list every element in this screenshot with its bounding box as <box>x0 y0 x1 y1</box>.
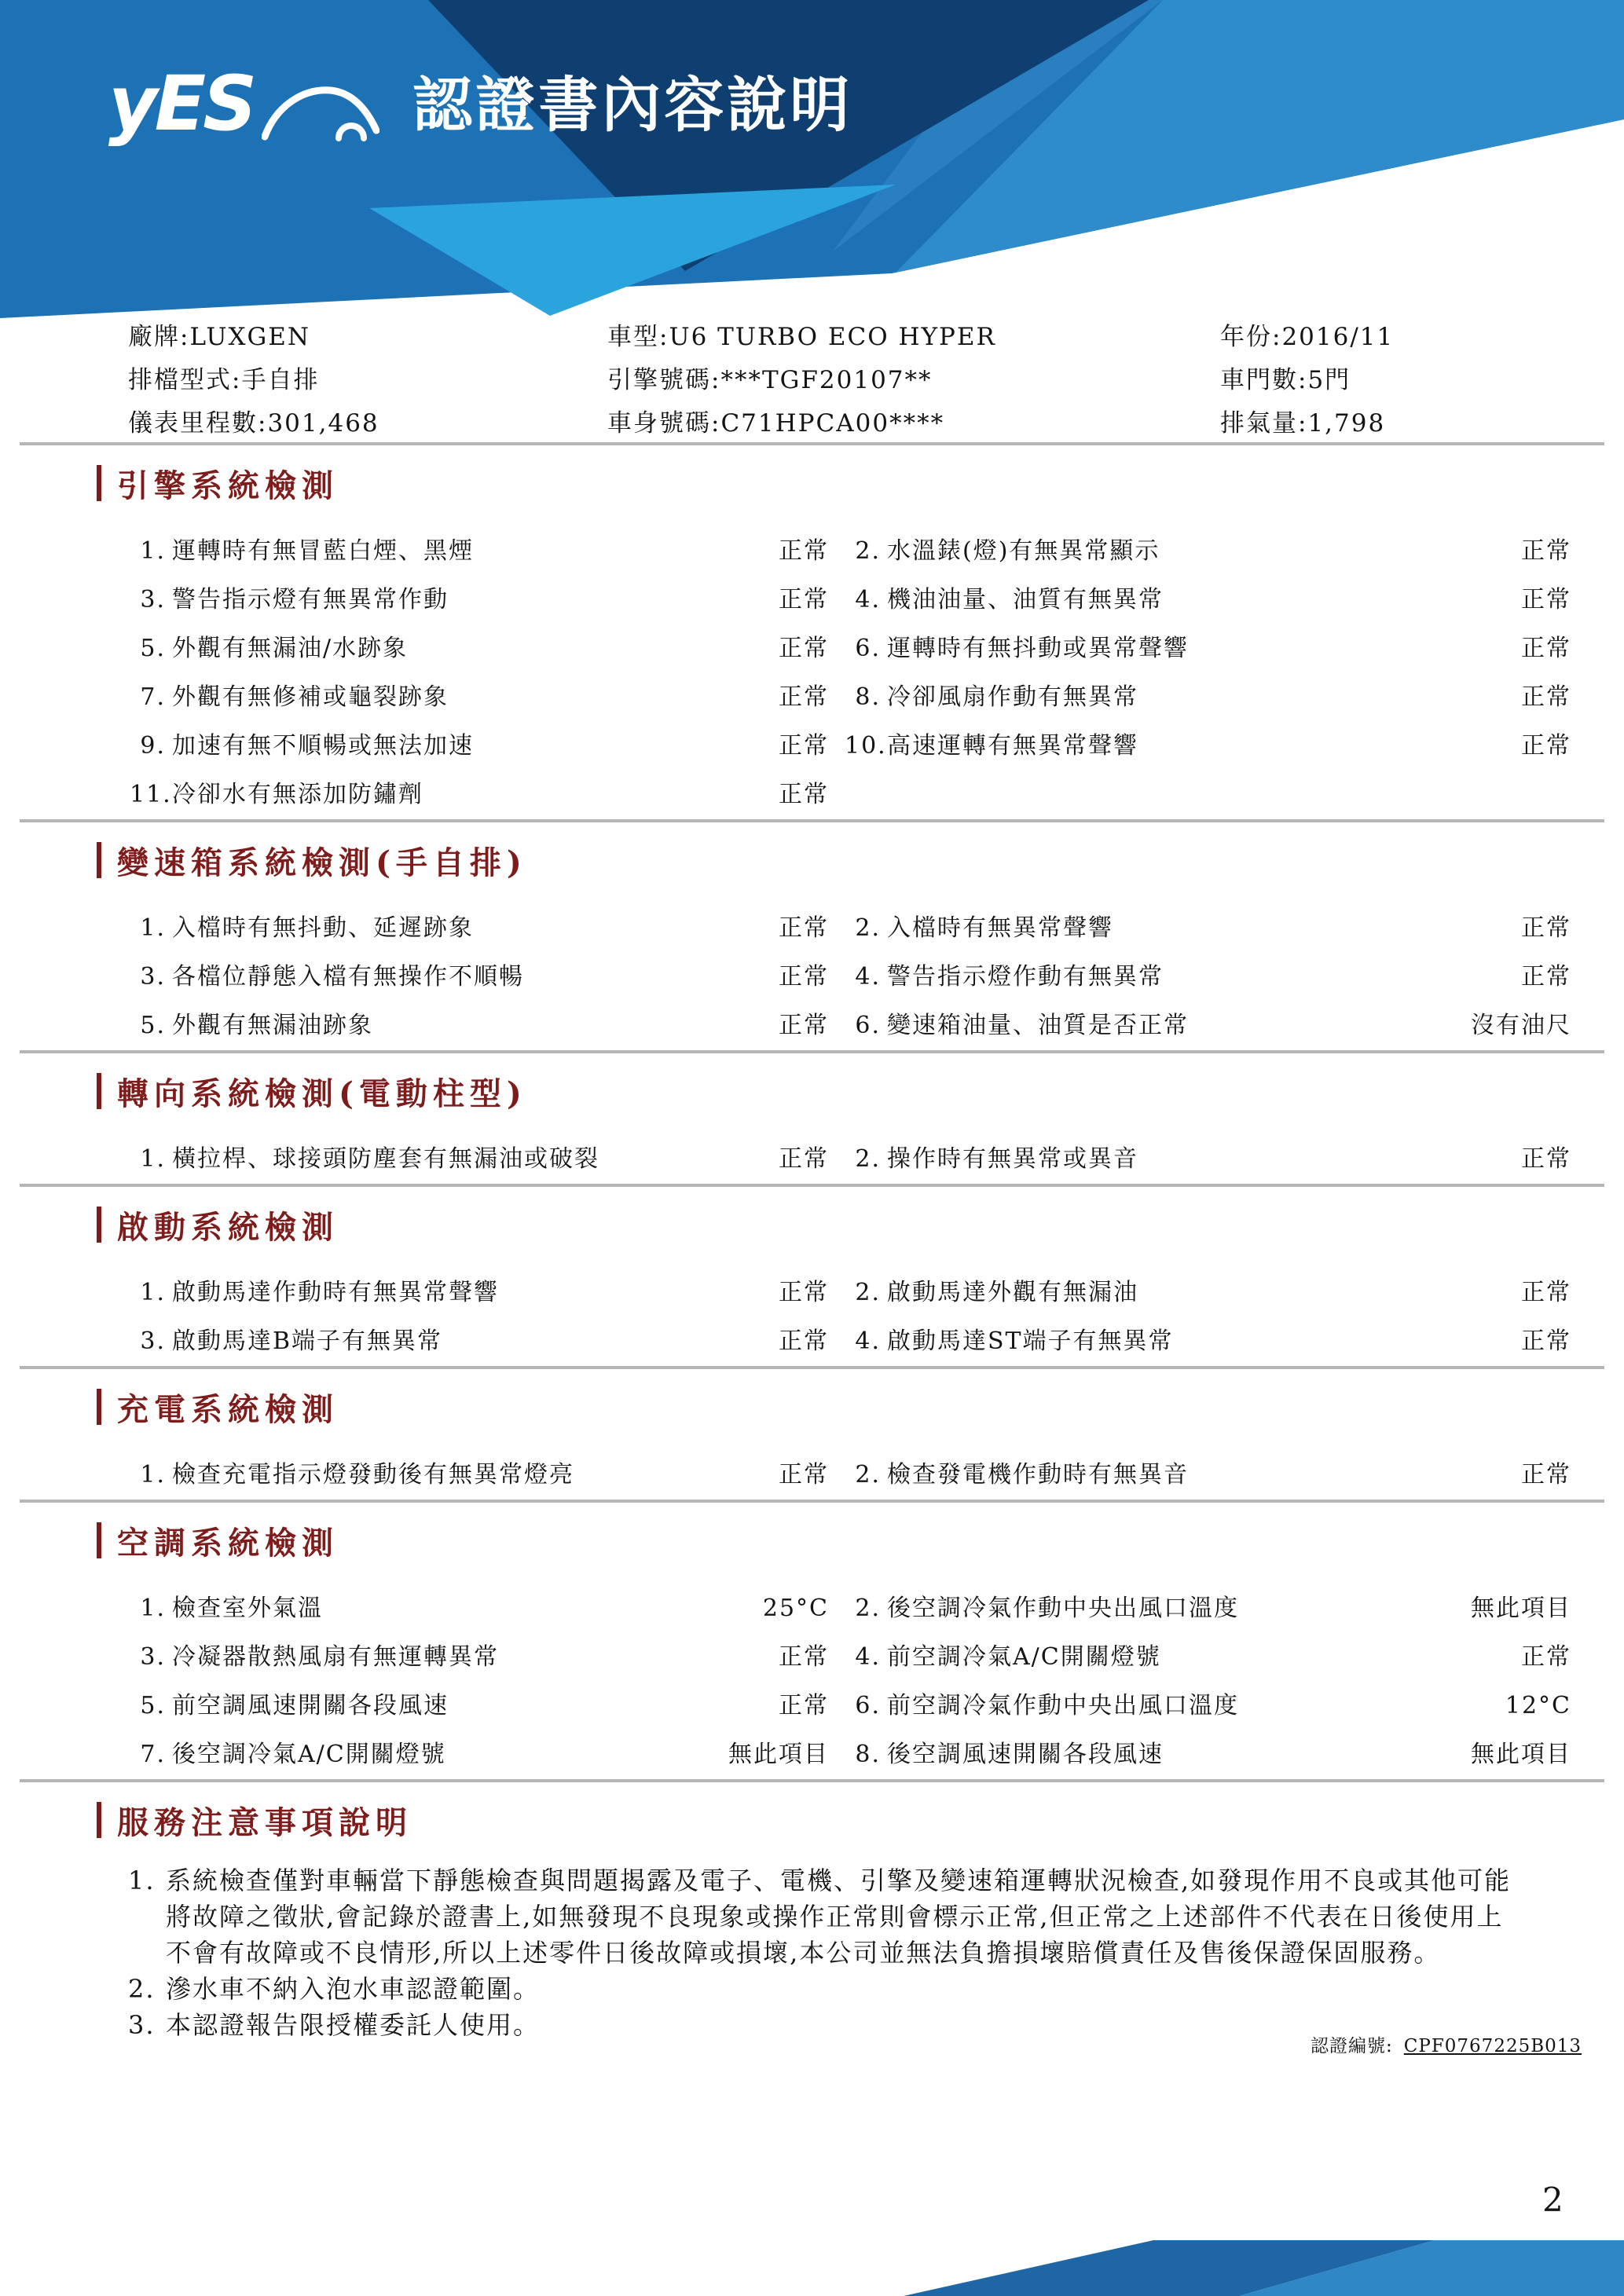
info-label: 引擎號碼 <box>607 366 711 394</box>
item-result: 正常 <box>1521 1461 1571 1489</box>
inspection-item <box>130 908 829 943</box>
inspection-item <box>130 628 829 663</box>
item-label: 高速運轉有無異常聲響 <box>887 732 1138 760</box>
yes-logo: yES <box>108 60 255 148</box>
inspection-item <box>845 1455 1571 1489</box>
inspection-item <box>845 1734 1571 1769</box>
inspection-row <box>0 1727 1624 1776</box>
section-divider <box>20 1050 1604 1053</box>
item-number: 3. <box>140 1643 166 1671</box>
section-divider <box>20 819 1604 822</box>
item-result: 正常 <box>779 732 829 760</box>
item-number: 5. <box>140 1692 166 1719</box>
inspection-item <box>845 1588 1571 1623</box>
info-colon: : <box>659 323 669 351</box>
item-result: 正常 <box>779 1327 829 1355</box>
section-heading-bar <box>97 1522 101 1558</box>
item-number: 2. <box>855 1461 881 1489</box>
note-number: 1. <box>128 1866 156 1895</box>
sections <box>0 463 1624 1782</box>
vehicle-info-field <box>1220 360 1624 395</box>
note-item <box>128 1971 1624 2007</box>
item-result: 正常 <box>779 635 829 662</box>
section-divider <box>20 1500 1604 1503</box>
item-number: 1. <box>140 1279 166 1306</box>
vehicle-info-field <box>128 360 607 395</box>
note-line: 不會有故障或不良情形,所以上述零件日後故障或損壞,本公司並無法負擔損壞賠償責任及售後保證保固服務。 <box>166 1938 1441 1968</box>
vehicle-info-table <box>0 313 1624 442</box>
item-label: 警告指示燈有無異常作動 <box>172 586 449 613</box>
item-result: 正常 <box>1521 586 1571 613</box>
note-line: 滲水車不納入泡水車認證範圍。 <box>166 1974 541 2004</box>
inspection-item <box>130 1588 829 1623</box>
note-item <box>128 1862 1624 1971</box>
section-title: 變速箱系統檢測(手自排) <box>117 844 527 881</box>
item-result: 正常 <box>1521 1145 1571 1173</box>
section-heading-bar <box>97 842 101 878</box>
vehicle-info-field <box>607 317 1220 352</box>
note-line: 本認證報告限授權委託人使用。 <box>166 2010 541 2040</box>
item-label: 冷凝器散熱風扇有無運轉異常 <box>172 1643 499 1671</box>
item-label: 入檔時有無異常聲響 <box>887 914 1113 942</box>
item-label: 前空調冷氣A/C開關燈號 <box>887 1643 1161 1671</box>
inspection-row <box>0 524 1624 573</box>
item-result: 正常 <box>1521 914 1571 942</box>
item-label: 啟動馬達B端子有無異常 <box>172 1327 443 1355</box>
section-items <box>0 901 1624 1047</box>
inspection-section <box>0 463 1624 822</box>
item-number: 4. <box>855 586 881 613</box>
item-result: 無此項目 <box>728 1741 829 1768</box>
item-number: 2. <box>855 1145 881 1173</box>
inspection-item <box>130 677 829 712</box>
section-heading-bar <box>97 1073 101 1109</box>
section-heading <box>0 463 1624 504</box>
item-label: 前空調冷氣作動中央出風口溫度 <box>887 1692 1239 1719</box>
info-value: 5門 <box>1307 366 1351 394</box>
inspection-item <box>845 726 1571 760</box>
inspection-item <box>130 1734 829 1769</box>
vehicle-info-row <box>128 399 1624 442</box>
item-label: 加速有無不順暢或無法加速 <box>172 732 474 760</box>
item-result: 正常 <box>779 781 829 808</box>
vehicle-info-row <box>128 313 1624 356</box>
vehicle-info-field <box>1220 403 1624 438</box>
item-label: 變速箱油量、油質是否正常 <box>887 1012 1189 1039</box>
inspection-section <box>0 840 1624 1053</box>
info-colon: : <box>1298 366 1308 394</box>
inspection-row <box>0 1265 1624 1314</box>
item-result: 正常 <box>779 914 829 942</box>
item-label: 檢查充電指示燈發動後有無異常燈亮 <box>172 1461 574 1489</box>
inspection-item <box>845 908 1571 943</box>
item-result: 正常 <box>1521 963 1571 991</box>
inspection-section <box>0 1071 1624 1187</box>
item-number: 5. <box>140 635 166 662</box>
inspection-row <box>0 1132 1624 1181</box>
inspection-section <box>0 1204 1624 1369</box>
item-result: 正常 <box>779 1643 829 1671</box>
item-result: 正常 <box>779 683 829 711</box>
inspection-item <box>845 1321 1571 1356</box>
item-number: 6. <box>855 635 881 662</box>
section-title: 充電系統檢測 <box>117 1390 339 1428</box>
item-label: 水溫錶(燈)有無異常顯示 <box>887 537 1160 565</box>
info-value: 2016/11 <box>1281 323 1395 351</box>
inspection-item <box>130 1139 829 1174</box>
section-heading <box>0 1386 1624 1427</box>
inspection-row <box>0 767 1624 816</box>
section-heading <box>0 1071 1624 1111</box>
item-result: 正常 <box>779 1145 829 1173</box>
item-result: 正常 <box>779 1461 829 1489</box>
item-number: 8. <box>855 1741 881 1768</box>
item-result: 正常 <box>779 963 829 991</box>
vehicle-info-field <box>128 403 607 438</box>
inspection-item <box>845 531 1571 566</box>
section-heading-bar <box>97 1207 101 1243</box>
certificate-number-label: 認證編號: <box>1311 2036 1393 2056</box>
item-number: 1. <box>140 537 166 565</box>
vehicle-info-field <box>607 403 1220 438</box>
info-value: 手自排 <box>241 366 320 394</box>
info-value: 1,798 <box>1307 409 1386 438</box>
section-divider <box>20 442 1604 445</box>
item-number: 2. <box>855 1279 881 1306</box>
inspection-section <box>0 1386 1624 1503</box>
inspection-item <box>130 957 829 991</box>
vehicle-info-row <box>128 356 1624 399</box>
item-number: 3. <box>140 1327 166 1355</box>
item-label: 後空調風速開關各段風速 <box>887 1741 1164 1768</box>
inspection-item <box>130 1455 829 1489</box>
info-colon: : <box>711 409 721 438</box>
info-label: 年份 <box>1220 323 1272 351</box>
item-number: 6. <box>855 1012 881 1039</box>
inspection-item <box>845 1637 1571 1672</box>
item-result: 正常 <box>779 537 829 565</box>
item-result: 無此項目 <box>1471 1595 1571 1622</box>
section-divider <box>20 1779 1604 1782</box>
item-result: 無此項目 <box>1471 1741 1571 1768</box>
body-content <box>0 313 1624 2043</box>
inspection-row <box>0 621 1624 670</box>
item-label: 檢查發電機作動時有無異音 <box>887 1461 1189 1489</box>
footer-banner-art <box>0 2240 1624 2296</box>
item-number: 6. <box>855 1692 881 1719</box>
item-result: 沒有油尺 <box>1471 1012 1571 1039</box>
info-label: 儀表里程數 <box>128 409 258 438</box>
inspection-row <box>0 1448 1624 1496</box>
item-result: 正常 <box>779 1012 829 1039</box>
section-heading <box>0 840 1624 881</box>
inspection-item <box>845 1005 1571 1040</box>
page-title: 認證書內容說明 <box>412 70 853 140</box>
inspection-row <box>0 1314 1624 1363</box>
inspection-row <box>0 901 1624 950</box>
info-label: 排檔型式 <box>128 366 232 394</box>
section-title: 空調系統檢測 <box>117 1524 339 1562</box>
note-text <box>166 1971 1624 2007</box>
item-label: 入檔時有無抖動、延遲跡象 <box>172 914 474 942</box>
item-label: 後空調冷氣A/C開關燈號 <box>172 1741 446 1768</box>
vehicle-info-field <box>1220 317 1624 352</box>
page-number: 2 <box>1542 2181 1564 2219</box>
section-items <box>0 524 1624 816</box>
vehicle-info-field <box>607 360 1220 395</box>
notes-list <box>0 1862 1624 2043</box>
inspection-item <box>130 774 829 809</box>
item-label: 橫拉桿、球接頭防塵套有無漏油或破裂 <box>172 1145 599 1173</box>
item-result: 正常 <box>1521 732 1571 760</box>
item-result: 正常 <box>1521 1327 1571 1355</box>
notes-heading <box>0 1800 1624 1840</box>
inspection-item <box>845 1686 1571 1720</box>
item-number: 2. <box>855 914 881 942</box>
section-divider <box>20 1366 1604 1369</box>
inspection-item <box>845 957 1571 991</box>
section-heading-bar <box>97 1389 101 1425</box>
item-number: 7. <box>140 1741 166 1768</box>
info-value: 301,468 <box>267 409 379 438</box>
item-number: 1. <box>140 914 166 942</box>
inspection-item <box>130 1686 829 1720</box>
item-number: 5. <box>140 1012 166 1039</box>
info-colon: : <box>232 366 242 394</box>
item-label: 啟動馬達作動時有無異常聲響 <box>172 1279 499 1306</box>
info-label: 車型 <box>607 323 659 351</box>
note-number: 3. <box>128 2010 156 2040</box>
info-label: 車身號碼 <box>607 409 711 438</box>
item-number: 10. <box>845 732 887 760</box>
inspection-item <box>845 1273 1571 1307</box>
inspection-item <box>130 1273 829 1307</box>
inspection-item <box>130 726 829 760</box>
section-items <box>0 1581 1624 1776</box>
note-line: 系統檢查僅對車輛當下靜態檢查與問題揭露及電子、電機、引擎及變速箱運轉狀況檢查,如發現作用不良或其他可能 <box>166 1866 1512 1895</box>
item-number: 3. <box>140 963 166 991</box>
item-label: 機油油量、油質有無異常 <box>887 586 1164 613</box>
info-colon: : <box>1298 409 1308 438</box>
item-label: 警告指示燈作動有無異常 <box>887 963 1164 991</box>
item-result: 正常 <box>1521 1279 1571 1306</box>
certificate-number-line <box>1311 2031 1593 2057</box>
inspection-item <box>130 1637 829 1672</box>
section-title: 轉向系統檢測(電動柱型) <box>117 1075 527 1112</box>
info-colon: : <box>258 409 268 438</box>
inspection-item <box>130 1005 829 1040</box>
inspection-row <box>0 1679 1624 1727</box>
section-title: 引擎系統檢測 <box>117 467 339 504</box>
brand-row <box>108 60 853 149</box>
item-number: 9. <box>140 732 166 760</box>
car-outline-icon <box>262 74 379 146</box>
item-number: 2. <box>855 1595 881 1622</box>
note-line: 將故障之徵狀,會記錄於證書上,如無發現不良現象或操作正常則會標示正常,但正常之上述部件不代表在日後使用上 <box>166 1902 1504 1932</box>
item-number: 7. <box>140 683 166 711</box>
section-divider <box>20 1184 1604 1187</box>
item-result: 12°C <box>1505 1692 1571 1719</box>
item-number: 11. <box>130 781 172 808</box>
item-label: 啟動馬達外觀有無漏油 <box>887 1279 1138 1306</box>
info-value: LUXGEN <box>189 323 311 351</box>
item-result: 正常 <box>1521 1643 1571 1671</box>
inspection-row <box>0 1581 1624 1630</box>
note-number: 2. <box>128 1974 156 2004</box>
item-number: 4. <box>855 963 881 991</box>
item-result: 正常 <box>779 1279 829 1306</box>
item-number: 1. <box>140 1145 166 1173</box>
inspection-item <box>845 580 1571 614</box>
inspection-row <box>0 950 1624 998</box>
section-heading <box>0 1204 1624 1245</box>
info-label: 廠牌 <box>128 323 180 351</box>
item-label: 冷卻水有無添加防鏽劑 <box>172 781 423 808</box>
section-heading-bar <box>97 1802 101 1838</box>
inspection-row <box>0 573 1624 621</box>
section-items <box>0 1265 1624 1363</box>
item-result: 正常 <box>779 586 829 613</box>
info-value: C71HPCA00**** <box>720 409 945 438</box>
item-number: 4. <box>855 1643 881 1671</box>
item-result: 正常 <box>1521 683 1571 711</box>
item-label: 外觀有無漏油跡象 <box>172 1012 373 1039</box>
section-items <box>0 1448 1624 1496</box>
inspection-item <box>845 677 1571 712</box>
inspection-item <box>845 628 1571 663</box>
item-result: 25°C <box>762 1595 829 1622</box>
inspection-section <box>0 1520 1624 1782</box>
info-colon: : <box>711 366 721 394</box>
info-value: U6 TURBO ECO HYPER <box>669 323 996 351</box>
inspection-row <box>0 1630 1624 1679</box>
item-result: 正常 <box>779 1692 829 1719</box>
note-text <box>166 1862 1624 1971</box>
item-label: 外觀有無漏油/水跡象 <box>172 635 409 662</box>
section-title: 服務注意事項說明 <box>117 1803 412 1841</box>
item-label: 檢查室外氣溫 <box>172 1595 323 1622</box>
inspection-item <box>845 1139 1571 1174</box>
info-colon: : <box>180 323 190 351</box>
item-result: 正常 <box>1521 537 1571 565</box>
certificate-number: CPF0767225B013 <box>1403 2036 1582 2056</box>
section-heading <box>0 1520 1624 1561</box>
item-label: 各檔位靜態入檔有無操作不順暢 <box>172 963 524 991</box>
item-number: 4. <box>855 1327 881 1355</box>
item-label: 運轉時有無抖動或異常聲響 <box>887 635 1189 662</box>
inspection-item <box>130 1321 829 1356</box>
info-label: 排氣量 <box>1220 409 1298 438</box>
item-result: 正常 <box>1521 635 1571 662</box>
item-number: 1. <box>140 1461 166 1489</box>
item-label: 外觀有無修補或龜裂跡象 <box>172 683 449 711</box>
item-label: 操作時有無異常或異音 <box>887 1145 1138 1173</box>
item-number: 3. <box>140 586 166 613</box>
item-number: 8. <box>855 683 881 711</box>
section-heading-bar <box>97 465 101 501</box>
info-value: ***TGF20107** <box>720 366 933 394</box>
item-number: 1. <box>140 1595 166 1622</box>
inspection-item <box>130 531 829 566</box>
item-label: 冷卻風扇作動有無異常 <box>887 683 1138 711</box>
section-items <box>0 1132 1624 1181</box>
item-label: 運轉時有無冒藍白煙、黑煙 <box>172 537 474 565</box>
inspection-row <box>0 719 1624 767</box>
info-colon: : <box>1272 323 1282 351</box>
item-label: 前空調風速開關各段風速 <box>172 1692 449 1719</box>
item-number: 2. <box>855 537 881 565</box>
item-label: 啟動馬達ST端子有無異常 <box>887 1327 1174 1355</box>
inspection-item <box>130 580 829 614</box>
inspection-row <box>0 670 1624 719</box>
item-label: 後空調冷氣作動中央出風口溫度 <box>887 1595 1239 1622</box>
inspection-row <box>0 998 1624 1047</box>
vehicle-info-field <box>128 317 607 352</box>
section-title: 啟動系統檢測 <box>117 1208 339 1246</box>
info-label: 車門數 <box>1220 366 1298 394</box>
